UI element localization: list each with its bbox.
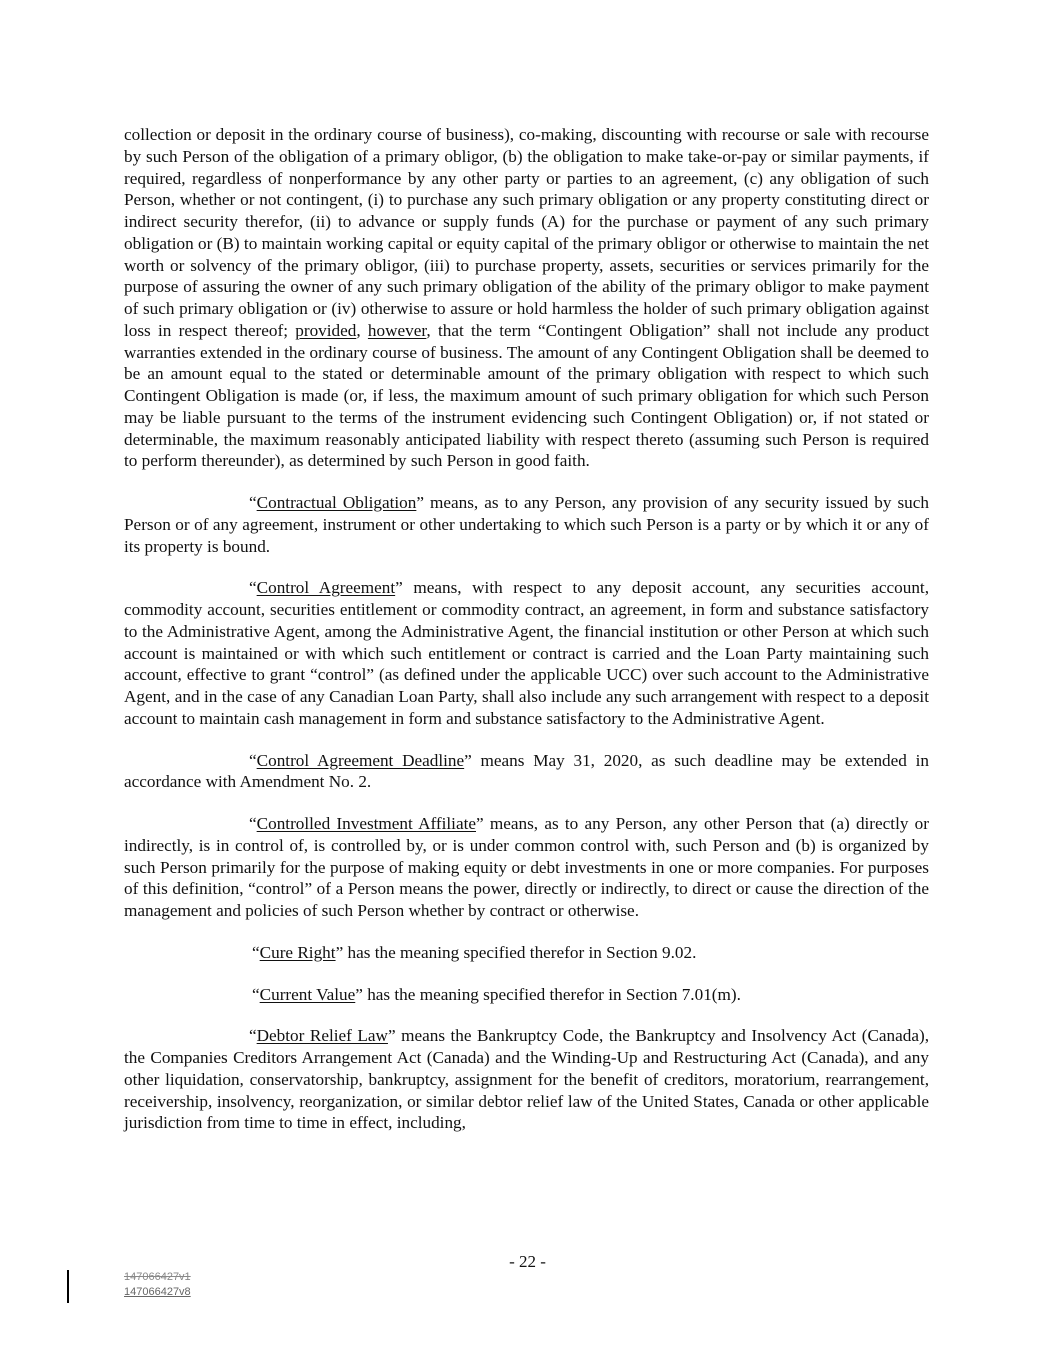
document-ids [124, 1270, 191, 1300]
definition-text: ” has the meaning specified therefor in Section 7.01(m). [355, 984, 741, 1004]
doc-id-new: 147066427v8 [124, 1286, 191, 1298]
definition-text: ” means May 31, 2020, as such deadline may be extended in accordance with Amendment No. 2. [124, 750, 929, 792]
definition-debtor-relief-law [124, 1025, 929, 1134]
defined-term: Contractual Obligation [256, 493, 417, 512]
definition-text: ” means the Bankruptcy Code, the Bankruptcy and Insolvency Act (Canada), the Companies Creditors Arrangement Act (Canada) and the Winding-Up and Restructuring Act (Canada), and any other liquidation, conservatorship, bankruptcy, assignment for the benefit of creditors, moratorium, rearrangement, receivership, insolvency, reorganization, or similar debtor relief law of the United States, Canada or other applicable jurisdiction from time to time in effect, including, [124, 1026, 930, 1133]
definition-controlled-investment-affiliate [124, 813, 929, 922]
defined-term: Controlled Investment Affiliate [256, 814, 476, 833]
defined-term: Current Value [259, 984, 356, 1004]
open-quote: “ [249, 750, 257, 770]
open-quote: “ [252, 984, 260, 1004]
definition-text: ” means, as to any Person, any provision of any security issued by such Person or of any agreement, instrument or other undertaking to which such Person is a party or by which it or any of its property is bound. [124, 493, 929, 556]
however-term: however [367, 320, 427, 340]
document-page-body [124, 124, 929, 1134]
definition-control-agreement [124, 577, 929, 729]
open-quote: “ [252, 942, 260, 962]
paragraph-text: , that the term “Contingent Obligation” shall not include any product warranties extended in the ordinary course of business. The amount of any Contingent Obligation shall be deemed to be an amount equal to the stated or determinable amount of the primary obligation with respect to which such Contingent Obligation is made (or, if less, the maximum amount of such primary obligation for which such Person may be liable pursuant to the terms of the instrument evidencing such Contingent Obligation) or, if not stated or determinable, the maximum reasonably anticipated liability with respect thereto (assuming such Person is required to perform thereunder), as determined by such Person in good faith. [124, 320, 930, 471]
definition-text: ” means, with respect to any deposit account, any securities account, commodity account, securities entitlement or commodity contract, an agreement, in form and substance satisfactory to the Administrative Agent, among the Administrative Agent, the financial institution or other Person at which such account is maintained or with which such entitlement or contract is carried and the Loan Party maintaining such account, effective to grant “control” (as defined under the applicable UCC) over such account to the Administrative Agent, and in the case of any Canadian Loan Party, shall also include any such arrangement with respect to a deposit account to maintain cash management in form and substance satisfactory to the Administrative Agent. [124, 578, 929, 728]
paragraph-contingent-obligation-continued [124, 124, 929, 472]
open-quote: “ [249, 578, 257, 598]
page-number: - 22 - [509, 1252, 546, 1271]
defined-term: Control Agreement [256, 578, 396, 598]
definition-contractual-obligation [124, 492, 929, 557]
definition-cure-right [124, 942, 929, 964]
open-quote: “ [249, 493, 257, 512]
definition-text: ” has the meaning specified therefor in Section 9.02. [335, 942, 697, 962]
comma-text: , [356, 320, 368, 340]
paragraph-text: collection or deposit in the ordinary course of business), co-making, discounting with recourse or sale with recourse by such Person of the obligation of a primary obligor, (b) the obligation to make take-or-pay or similar payments, if required, regardless of nonperformance by any other party or parties to an agreement, (c) any obligation of such Person, whether or not contingent, (i) to purchase any such primary obligation or any property constituting direct or indirect security therefor, (ii) to advance or supply funds (A) for the purchase or payment of any such primary obligation or (B) to maintain working capital or equity capital of the primary obligor or otherwise to maintain the net worth or solvency of the primary obligor, (iii) to purchase property, assets, securities or services primarily for the purpose of assuring the owner of any such primary obligation of the ability of the primary obligor to make payment of such primary obligation or (iv) otherwise to assure or hold harmless the holder of such primary obligation against loss in respect thereof; [124, 125, 929, 340]
defined-term: Debtor Relief Law [256, 1026, 388, 1046]
defined-term: Cure Right [259, 942, 336, 962]
open-quote: “ [249, 1026, 257, 1046]
doc-id-old: 147066427v1 [124, 1271, 191, 1283]
provided-term: provided [295, 320, 357, 340]
change-bar [67, 1270, 69, 1303]
definition-control-agreement-deadline [124, 750, 929, 794]
defined-term: Control Agreement Deadline [256, 750, 465, 770]
definition-text: ” means, as to any Person, any other Person that (a) directly or indirectly, is in control of, is controlled by, or is under common control with, such Person and (b) is organized by such Person primarily for the purpose of making equity or debt investments in one or more companies. For purposes of this definition, “control” of a Person means the power, directly or indirectly, to direct or cause the direction of the management and policies of such Person whether by contract or otherwise. [124, 814, 929, 920]
definition-current-value [124, 984, 929, 1006]
open-quote: “ [249, 814, 257, 833]
